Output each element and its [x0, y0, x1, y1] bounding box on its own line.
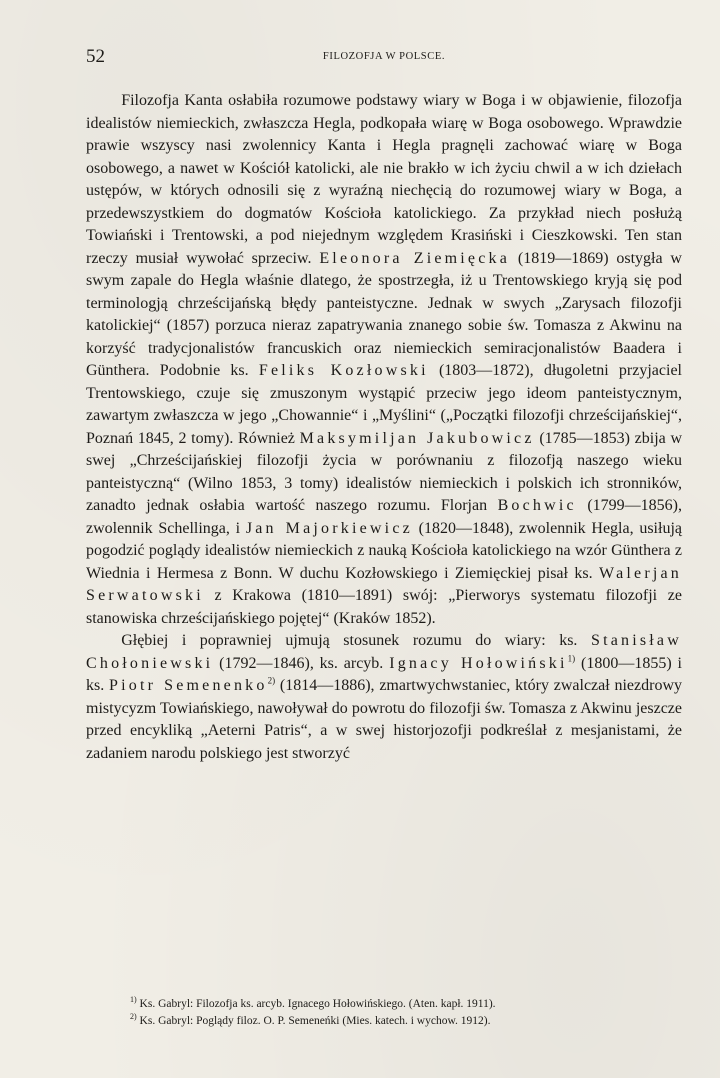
text-run: (1819—1869) ostygła w swym zapale do Hegla właśnie dlatego, że spostrzegła, iż u Trentowskiego kryją się pod terminologją chrześcijańską błędy panteistyczne. Jednak w swych „Zarysach filozofji katolickiej“ (1857) porzuca nieraz zapatrywania znanego sobie św. Tomasza z Akwinu na korzyść tradycjonalistów francuskich oraz niemieckich semiracjonalistów Baadera i Günthera. Podobnie ks.: [86, 249, 682, 379]
footnotes: [130, 996, 682, 1030]
spaced-name: Ignacy Hołowiński: [389, 654, 568, 672]
text-run: Filozofja Kanta osłabiła rozumowe podstawy wiary w Boga i w objawienie, filozofja idealistów niemieckich, zwłaszcza Hegla, podkopała wiarę w Boga osobowego. Wprawdzie prawie wszyscy nasi zwolennicy Kanta i Hegla pragnęli zachować wiarę w Boga osobowego, a nawet w Kościół katolicki, ale nie brakło w ich życiu chwil a w ich dziełach ustępów, w których odnosili się z wyraźną niechęcią do rozumowej wiary w Boga, a przedewszystkiem do dogmatów Kościoła katolickiego. Za przykład niech posłużą Towiański i Trentowski, a pod niejednym względem Krasiński i Cieszkowski. Ten stan rzeczy musiał wywołać sprzeciw.: [86, 92, 682, 267]
spaced-name: Bochwic: [497, 497, 577, 514]
footnote-mark: 2): [130, 1012, 137, 1022]
page-number: 52: [86, 46, 105, 67]
text-run: (1800—1855) i ks.: [86, 654, 683, 694]
text-run: (1814—1886), zmartwychwstaniec, który zwalczał niezdrowy mistycyzm Towiańskiego, nawoływał do powrotu do filozofji św. Tomasza z Akwinu jeszcze przed encykliką „Aeterni Patris“, a w swej historjozofji podkreślał z mesjanistami, że zadaniem narodu polskiego jest stworzyć: [86, 677, 683, 762]
text-run: (1792—1846), ks. arcyb.: [213, 654, 390, 672]
spaced-name: Stanisław Chołoniewski: [86, 632, 682, 672]
spaced-name: Maksymiljan Jakubowicz: [299, 429, 535, 447]
paragraph-1: [86, 90, 682, 630]
footnote-text: Ks. Gabryl: Filozofja ks. arcyb. Ignacego Hołowińskiego. (Aten. kapł. 1911).: [139, 998, 496, 1010]
spaced-name: Jan Majorkiewicz: [245, 519, 413, 537]
text-run: z Krakowa (1810—1891) swój: „Pierworys systematu filozofji ze stanowiska chrześcijańskiego pojętej“ (Kraków 1852).: [86, 587, 682, 627]
spaced-name: Piotr Semenenko: [109, 677, 268, 694]
running-title: FILOZOFJA W POLSCE.: [322, 51, 446, 62]
footnote: [130, 996, 682, 1013]
footnote: [130, 1013, 682, 1030]
text-run: (1803—1872), długoletni przyjaciel Trentowskiego, czuje się zmuszonym wystąpić przeciw jego ideom panteistycznym, zawartym zwłaszcza w jego „Chowannie“ i „Myślini“ („Początki filozofji chrześcijańskiej“, Poznań 1845, 2 tomy). Również: [86, 362, 682, 447]
spaced-name: Eleonora Ziemięcka: [319, 249, 511, 267]
text-run: Głębiej i poprawniej ujmują stosunek rozumu do wiary: ks.: [121, 632, 591, 649]
footnote-ref: 1): [567, 653, 576, 664]
spaced-name: Walerjan Serwatowski: [86, 564, 682, 604]
text-run: (1799—1856), zwolennik Schellinga, i: [86, 497, 682, 537]
paragraph-2: [86, 630, 682, 765]
spaced-name: Feliks Kozłowski: [258, 362, 429, 379]
body-text: [86, 90, 682, 765]
text-run: (1785—1853) zbija w swej „Chrześcijańskiej filozofji życia w porównaniu z filozofją naszego wieku panteistyczną“ (Wilno 1853, 3 tomy) idealistów niemieckich i polskich ich stronników, zanadto jednak osłabia wartość naszego rozumu. Florjan: [86, 429, 682, 514]
running-head: [86, 46, 682, 70]
text-run: (1820—1848), zwolennik Hegla, usiłują pogodzić poglądy idealistów niemieckich z nauką Kościoła katolickiego na wzór Günthera z Wiednia i Hermesa z Bonn. W duchu Kozłowskiego i Ziemięckiej pisał ks.: [86, 519, 682, 582]
footnote-mark: 1): [130, 995, 137, 1005]
footnote-text: Ks. Gabryl: Poglądy filoz. O. P. Semeneńki (Mies. katech. i wychow. 1912).: [139, 1015, 491, 1027]
footnote-ref: 2): [267, 675, 276, 686]
